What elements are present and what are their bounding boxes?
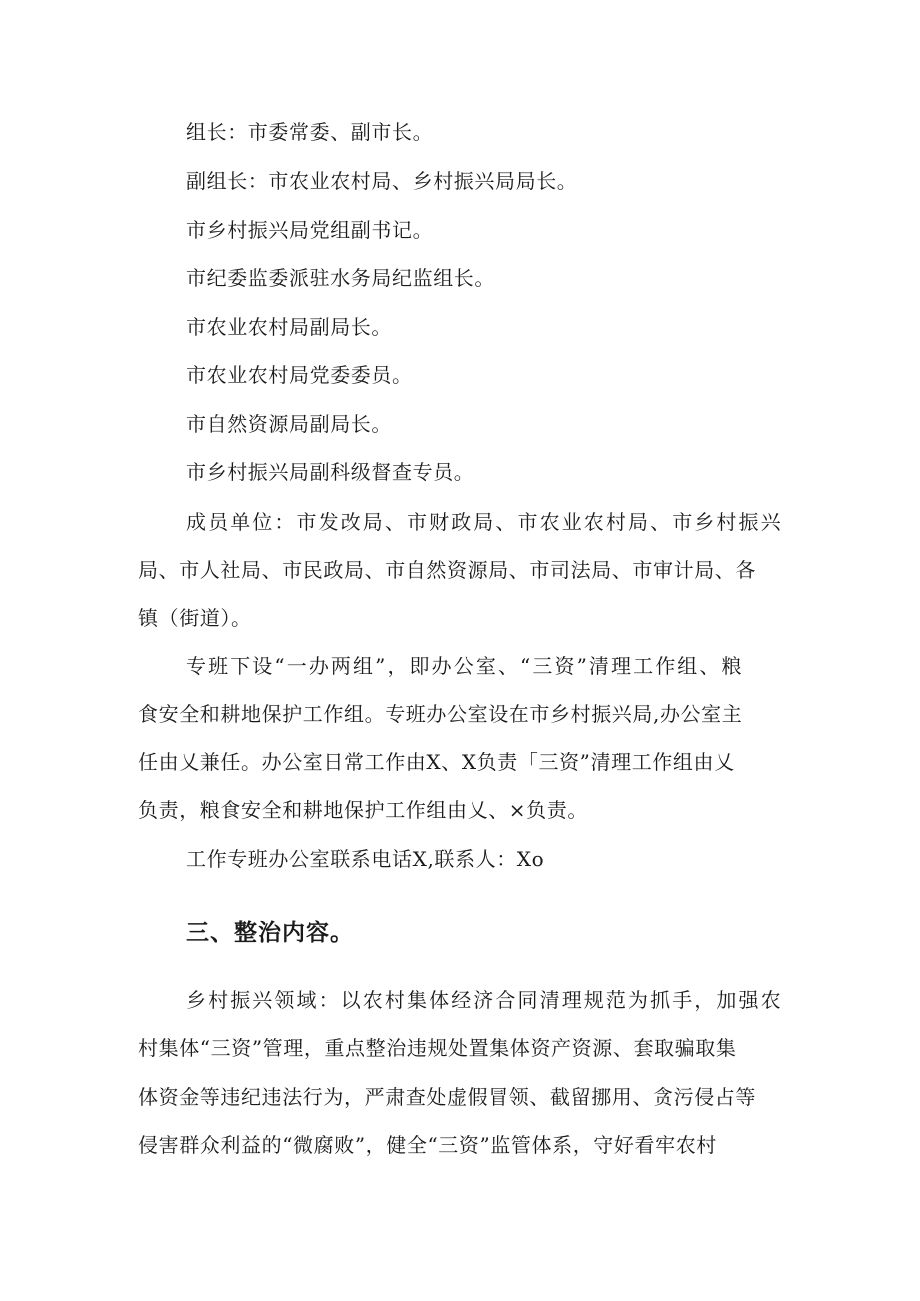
rural-line-1: 乡村振兴领域：以农村集体经济合同清理规范为抓手，加强农 bbox=[186, 988, 783, 1012]
leader-line-member-2: 市纪委监委派驻水务局纪监组长。 bbox=[186, 266, 495, 290]
structure-line-3: 任由乂兼任。办公室日常工作由X、X负责「三资”清理工作组由乂 bbox=[138, 750, 735, 774]
structure-line-1: 专班下设“一办两组”，即办公室、“三资”清理工作组、粮 bbox=[186, 654, 744, 678]
leader-line-member-5: 市自然资源局副局长。 bbox=[186, 412, 392, 436]
structure-line-4: 负责，粮食安全和耕地保护工作组由乂、×负责。 bbox=[138, 798, 588, 822]
member-units-line-2: 局、市人社局、市民政局、市自然资源局、市司法局、市审计局、各 bbox=[138, 558, 756, 582]
structure-line-2: 食安全和耕地保护工作组。专班办公室设在市乡村振兴局,办公室主 bbox=[138, 702, 743, 726]
leader-line-member-3: 市农业农村局副局长。 bbox=[186, 315, 392, 339]
leader-line-deputy-leader: 副组长：市农业农村局、乡村振兴局局长。 bbox=[186, 169, 578, 193]
leader-line-member-4: 市农业农村局党委委员。 bbox=[186, 363, 413, 387]
member-units-line-3: 镇（街道）。 bbox=[138, 606, 252, 630]
contact-line: 工作专班办公室联系电话X,联系人：Xo bbox=[186, 847, 545, 871]
leader-line-group-leader: 组长：市委常委、副市长。 bbox=[186, 120, 434, 144]
member-units-line-1: 成员单位：市发改局、市财政局、市农业农村局、市乡村振兴 bbox=[186, 510, 783, 534]
rural-line-3: 体资金等违纪违法行为，严肃查处虚假冒领、截留挪用、贪污侵占等 bbox=[138, 1085, 756, 1109]
leader-line-member-1: 市乡村振兴局党组副书记。 bbox=[186, 218, 434, 242]
rural-line-4: 侵害群众利益的“微腐败”，健全“三资”监管体系，守好看牢农村 bbox=[138, 1133, 717, 1157]
rural-line-2: 村集体“三资”管理，重点整治违规处置集体资产资源、套取骗取集 bbox=[138, 1036, 737, 1060]
leader-line-member-6: 市乡村振兴局副科级督查专员。 bbox=[186, 460, 475, 484]
section-heading-3: 三、整治内容。 bbox=[186, 920, 354, 946]
